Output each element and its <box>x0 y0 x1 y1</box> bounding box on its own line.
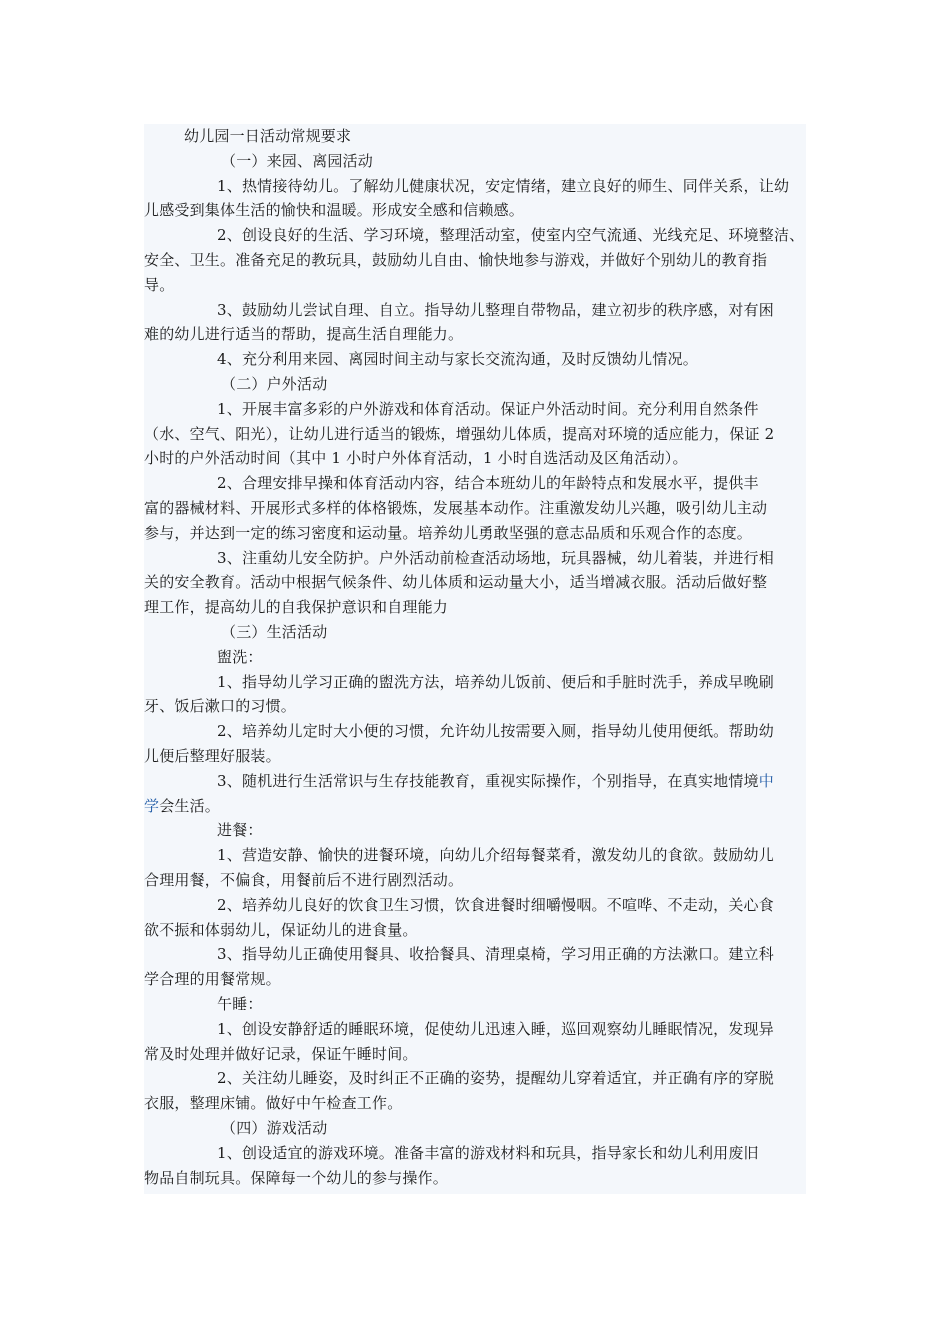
line-text: 3、指导幼儿正确使用餐具、收拾餐具、清理桌椅，学习用正确的方法漱口。建立科 <box>217 945 774 964</box>
line-text: 富的器械材料、开展形式多样的体格锻炼，发展基本动作。注重激发幼儿兴趣，吸引幼儿主动 <box>144 499 768 517</box>
paragraph-line <box>144 918 418 943</box>
line-text: 1、热情接待幼儿。了解幼儿健康状况，安定情绪，建立良好的师生、同伴关系，让幼 <box>217 176 790 195</box>
paragraph-line <box>144 1091 402 1116</box>
line-text: 3、鼓励幼儿尝试自理、自立。指导幼儿整理自带物品，建立初步的秩序感，对有困 <box>217 300 774 319</box>
line-text: 学合理的用餐常规。 <box>144 970 281 989</box>
paragraph-line <box>144 322 463 347</box>
section-heading <box>221 620 327 645</box>
line-text: 参与，并达到一定的练习密度和运动量。培养幼儿勇敢坚强的意志品质和乐观合作的态度。 <box>144 523 753 542</box>
paragraph-line <box>144 1042 418 1067</box>
line-text: 2、合理安排早操和体育活动内容，结合本班幼儿的年龄特点和发展水平，提供丰 <box>217 474 759 493</box>
paragraph-line <box>144 273 174 298</box>
paragraph-first-line <box>217 670 774 695</box>
line-text: 1、创设适宜的游戏环境。准备丰富的游戏材料和玩具，指导家长和幼儿利用废旧 <box>217 1143 759 1162</box>
paragraph-first-line <box>217 174 789 199</box>
paragraph-line <box>144 198 524 223</box>
document-body <box>144 124 806 1194</box>
subsection-heading <box>217 645 263 670</box>
line-text: 衣服，整理床铺。做好中午检查工作。 <box>144 1094 403 1113</box>
line-text: 导。 <box>144 275 175 294</box>
line-text: （二）户外活动 <box>221 375 328 393</box>
paragraph-first-line <box>217 546 774 571</box>
paragraph-first-line <box>217 1141 759 1166</box>
line-text: （三）生活活动 <box>221 623 328 641</box>
paragraph-first-line <box>217 471 759 496</box>
inline-link[interactable]: 中 <box>758 771 774 790</box>
line-text: 午睡： <box>217 995 263 1013</box>
line-text: 关的安全教育。活动中根据气候条件、幼儿体质和运动量大小，适当增减衣服。活动后做好整 <box>144 573 768 592</box>
paragraph-first-line <box>217 769 774 794</box>
line-text: 1、指导幼儿学习正确的盥洗方法，培养幼儿饭前、便后和手脏时洗手，养成早晚刷 <box>217 672 774 691</box>
line-text: 难的幼儿进行适当的帮助，提高生活自理能力。 <box>144 325 464 344</box>
line-text: 1、创设安静舒适的睡眠环境，促使幼儿迅速入睡，巡回观察幼儿睡眠情况，发现异 <box>217 1019 774 1038</box>
line-text: 欲不振和体弱幼儿，保证幼儿的进食量。 <box>144 920 418 939</box>
line-text: （水、空气、阳光），让幼儿进行适当的锻炼，增强幼儿体质，提高对环境的适应能力，保证 2 <box>144 424 775 443</box>
paragraph-line <box>144 967 281 992</box>
paragraph-first-line <box>217 942 774 967</box>
paragraph-first-line <box>217 347 698 372</box>
paragraph-first-line <box>217 397 759 422</box>
paragraph-first-line <box>217 719 774 744</box>
paragraph-first-line <box>217 223 804 248</box>
paragraph-line <box>144 794 220 819</box>
paragraph-first-line <box>217 298 774 323</box>
inline-link[interactable]: 学 <box>144 796 160 815</box>
line-text: 牙、饭后漱口的习惯。 <box>144 697 297 716</box>
document-title: 幼儿园一日活动常规要求 <box>184 127 352 145</box>
paragraph-line <box>144 595 448 620</box>
paragraph-line <box>144 744 281 769</box>
line-text: 3、注重幼儿安全防护。户外活动前检查活动场地，玩具器械，幼儿着装，并进行相 <box>217 548 774 567</box>
paragraph-line <box>144 248 767 273</box>
line-text: （一）来园、离园活动 <box>221 151 374 170</box>
paragraph-line <box>144 422 774 447</box>
paragraph-line <box>144 446 688 471</box>
line-text: 儿便后整理好服装。 <box>144 747 281 765</box>
line-text: （四）游戏活动 <box>221 1119 328 1137</box>
line-text: 安全、卫生。准备充足的教玩具，鼓励幼儿自由、愉快地参与游戏，并做好个别幼儿的教育指 <box>144 251 768 269</box>
line-text: 3、随机进行生活常识与生存技能教育，重视实际操作，个别指导，在真实地情境 <box>217 771 759 790</box>
paragraph-first-line <box>217 1066 774 1091</box>
paragraph-line <box>144 570 767 595</box>
line-text: 2、创设良好的生活、学习环境，整理活动室，使室内空气流通、光线充足、环境整洁、 <box>217 226 805 245</box>
line-text: 2、培养幼儿良好的饮食卫生习惯，饮食进餐时细嚼慢咽。不喧哗、不走动，关心食 <box>217 895 774 914</box>
section-heading <box>221 1116 327 1141</box>
section-heading <box>221 149 373 174</box>
line-text: 常及时处理并做好记录，保证午睡时间。 <box>144 1044 418 1063</box>
paragraph-first-line <box>217 1017 774 1042</box>
line-text: 合理用餐，不偏食，用餐前后不进行剧烈活动。 <box>144 871 464 889</box>
paragraph-first-line <box>217 843 774 868</box>
line-text: 会生活。 <box>159 796 221 815</box>
section-heading <box>221 372 327 397</box>
line-text: 儿感受到集体生活的愉快和温暖。形成安全感和信赖感。 <box>144 201 525 220</box>
line-text: 小时的户外活动时间（其中 1 小时户外体育活动，1 小时自选活动及区角活动）。 <box>144 449 688 468</box>
line-text: 1、营造安静、愉快的进餐环境，向幼儿介绍每餐菜肴，激发幼儿的食欲。鼓励幼儿 <box>217 846 774 865</box>
line-text: 2、培养幼儿定时大小便的习惯，允许幼儿按需要入厕，指导幼儿使用便纸。帮助幼 <box>217 722 774 741</box>
line-text: 理工作，提高幼儿的自我保护意识和自理能力 <box>144 598 449 617</box>
paragraph-first-line <box>217 893 774 918</box>
paragraph-line <box>144 496 767 521</box>
paragraph-line <box>144 1166 448 1191</box>
subsection-heading <box>217 818 263 843</box>
paragraph-line <box>144 521 752 546</box>
line-text: 1、开展丰富多彩的户外游戏和体育活动。保证户外活动时间。充分利用自然条件 <box>217 399 759 418</box>
line-text: 盥洗： <box>217 647 263 666</box>
line-text: 4、充分利用来园、离园时间主动与家长交流沟通，及时反馈幼儿情况。 <box>217 350 698 369</box>
line-text: 物品自制玩具。保障每一个幼儿的参与操作。 <box>144 1168 449 1187</box>
paragraph-line <box>144 868 463 893</box>
line-text: 进餐： <box>217 821 263 840</box>
subsection-heading <box>217 992 263 1017</box>
line-text: 2、关注幼儿睡姿，及时纠正不正确的姿势，提醒幼儿穿着适宜，并正确有序的穿脱 <box>217 1069 774 1088</box>
paragraph-line <box>144 694 296 719</box>
